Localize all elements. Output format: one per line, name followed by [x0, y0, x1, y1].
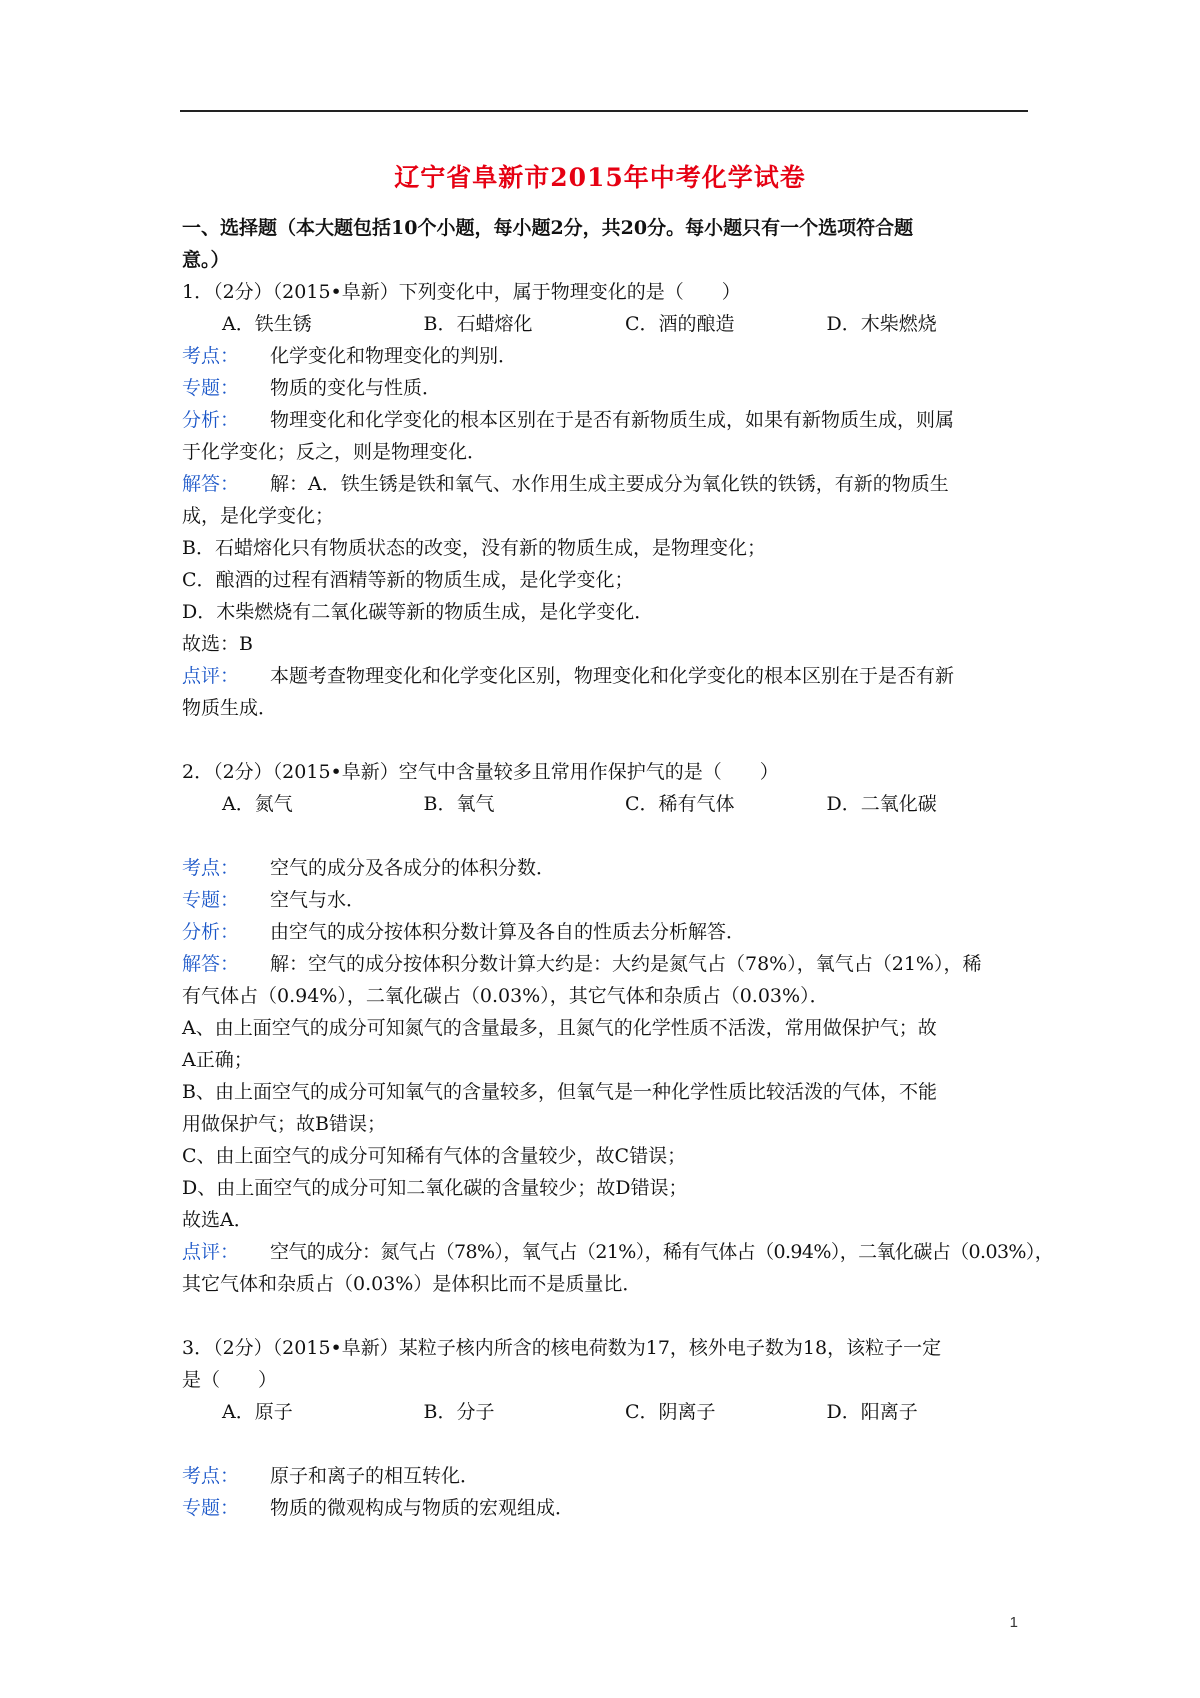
q3-zhuanti-text: 物质的微观构成与物质的宏观组成． [270, 1497, 575, 1519]
q3-option-d: D．阳离子 [826, 1401, 918, 1423]
q1-option-b: B．石蜡熔化 [423, 313, 533, 335]
zhuanti-label: 专题： [182, 377, 240, 399]
q1-option-d: D．木柴燃烧 [826, 313, 937, 335]
q3-option-a: A．原子 [222, 1401, 293, 1423]
q3-option-c: C．阴离子 [625, 1401, 716, 1423]
section-heading-line2: 意。） [182, 249, 230, 271]
q2-jieda [182, 948, 1028, 980]
q1-options [182, 308, 1028, 340]
q1-answer: 故选：B [182, 633, 253, 655]
q2-dianping [182, 1236, 1054, 1268]
q1-kaodian-text: 化学变化和物理变化的判别． [270, 345, 518, 367]
q2-jieda-text6: 用做保护气；故B错误； [182, 1113, 386, 1135]
q3-option-b: B．分子 [423, 1401, 495, 1423]
dianping-label: 点评： [182, 1241, 240, 1263]
q2-jieda-text3: A、由上面空气的成分可知氮气的含量最多，且氮气的化学性质不活泼，常用做保护气；故 [182, 1017, 937, 1039]
q1-dianping [182, 660, 1028, 692]
q2-option-b: B．氧气 [423, 793, 495, 815]
q2-kaodian-text: 空气的成分及各成分的体积分数． [270, 857, 556, 879]
zhuanti-label: 专题： [182, 889, 240, 911]
jieda-label: 解答： [182, 473, 240, 495]
kaodian-label: 考点： [182, 1465, 240, 1487]
q3-stem-line2: 是（ ） [182, 1369, 278, 1391]
q2-option-c: C．稀有气体 [625, 793, 735, 815]
q1-jieda-text5: D．木柴燃烧有二氧化碳等新的物质生成，是化学变化． [182, 601, 654, 623]
q1-dianping-text2: 物质生成． [182, 697, 278, 719]
fenxi-label: 分析： [182, 409, 240, 431]
document-body [182, 212, 1054, 1524]
q3-kaodian [182, 1460, 1028, 1492]
q2-jieda-text4: A正确； [182, 1049, 253, 1071]
fenxi-label: 分析： [182, 921, 240, 943]
q2-fenxi-text: 由空气的成分按体积分数计算及各自的性质去分析解答． [270, 921, 746, 943]
jieda-label: 解答： [182, 953, 240, 975]
q2-jieda-text1: 解：空气的成分按体积分数计算大约是：大约是氮气占（78%），氧气占（21%），稀 [270, 953, 982, 975]
q2-jieda-text5: B、由上面空气的成分可知氧气的含量较多，但氧气是一种化学性质比较活泼的气体，不能 [182, 1081, 937, 1103]
q3-options [182, 1396, 1028, 1428]
header-rule [180, 110, 1028, 112]
q1-stem: 1．（2分）（2015•阜新）下列变化中，属于物理变化的是（ ） [182, 281, 741, 303]
q3-kaodian-text: 原子和离子的相互转化． [270, 1465, 480, 1487]
q2-jieda-text8: D、由上面空气的成分可知二氧化碳的含量较少；故D错误； [182, 1177, 688, 1199]
q2-answer: 故选A． [182, 1209, 253, 1231]
page-number: 1 [1009, 1614, 1018, 1631]
kaodian-label: 考点： [182, 345, 240, 367]
q2-zhuanti-text: 空气与水． [270, 889, 366, 911]
q1-jieda-text3: B．石蜡熔化只有物质状态的改变，没有新的物质生成，是物理变化； [182, 537, 766, 559]
zhuanti-label: 专题： [182, 1497, 240, 1519]
q2-fenxi [182, 916, 1028, 948]
q2-options [182, 788, 1028, 820]
spacer [182, 820, 1028, 852]
q1-kaodian [182, 340, 1028, 372]
q1-zhuanti [182, 372, 1028, 404]
q1-dianping-text1: 本题考查物理变化和化学变化区别，物理变化和化学变化的根本区别在于是否有新 [270, 665, 955, 687]
q1-jieda-text1: 解：A．铁生锈是铁和氧气、水作用生成主要成分为氧化铁的铁锈，有新的物质生 [270, 473, 949, 495]
q2-jieda-text7: C、由上面空气的成分可知稀有气体的含量较少，故C错误； [182, 1145, 687, 1167]
page-title: 辽宁省阜新市2015年中考化学试卷 [394, 163, 806, 192]
q2-dianping-text1: 空气的成分：氮气占（78%），氧气占（21%），稀有气体占（0.94%），二氧化碳占（0.03%）， [270, 1241, 1054, 1263]
q2-zhuanti [182, 884, 1028, 916]
q2-jieda-text2: 有气体占（0.94%），二氧化碳占（0.03%），其它气体和杂质占（0.03%）． [182, 985, 829, 1007]
spacer [182, 1428, 1028, 1460]
section-heading-line1: 一、选择题（本大题包括10个小题，每小题2分，共20分。每小题只有一个选项符合题 [182, 217, 914, 239]
q2-dianping-text2: 其它气体和杂质占（0.03%）是体积比而不是质量比． [182, 1273, 642, 1295]
q2-stem: 2．（2分）（2015•阜新）空气中含量较多且常用作保护气的是（ ） [182, 761, 779, 783]
q1-fenxi-text1: 物理变化和化学变化的根本区别在于是否有新物质生成，如果有新物质生成，则属 [270, 409, 955, 431]
q1-jieda [182, 468, 1028, 500]
kaodian-label: 考点： [182, 857, 240, 879]
q2-option-d: D．二氧化碳 [826, 793, 937, 815]
q1-option-c: C．酒的酿造 [625, 313, 735, 335]
spacer [182, 724, 1028, 756]
q1-option-a: A．铁生锈 [222, 313, 312, 335]
q2-option-a: A．氮气 [222, 793, 293, 815]
q1-jieda-text2: 成，是化学变化； [182, 505, 335, 527]
dianping-label: 点评： [182, 665, 240, 687]
q1-fenxi [182, 404, 1028, 436]
q1-fenxi-text2: 于化学变化；反之，则是物理变化． [182, 441, 487, 463]
q1-jieda-text4: C．酿酒的过程有酒精等新的物质生成，是化学变化； [182, 569, 634, 591]
q2-kaodian [182, 852, 1028, 884]
spacer [182, 1300, 1028, 1332]
q3-stem-line1: 3．（2分）（2015•阜新）某粒子核内所含的核电荷数为17，核外电子数为18，该粒子一定 [182, 1337, 942, 1359]
q3-zhuanti [182, 1492, 1028, 1524]
q1-zhuanti-text: 物质的变化与性质． [270, 377, 442, 399]
